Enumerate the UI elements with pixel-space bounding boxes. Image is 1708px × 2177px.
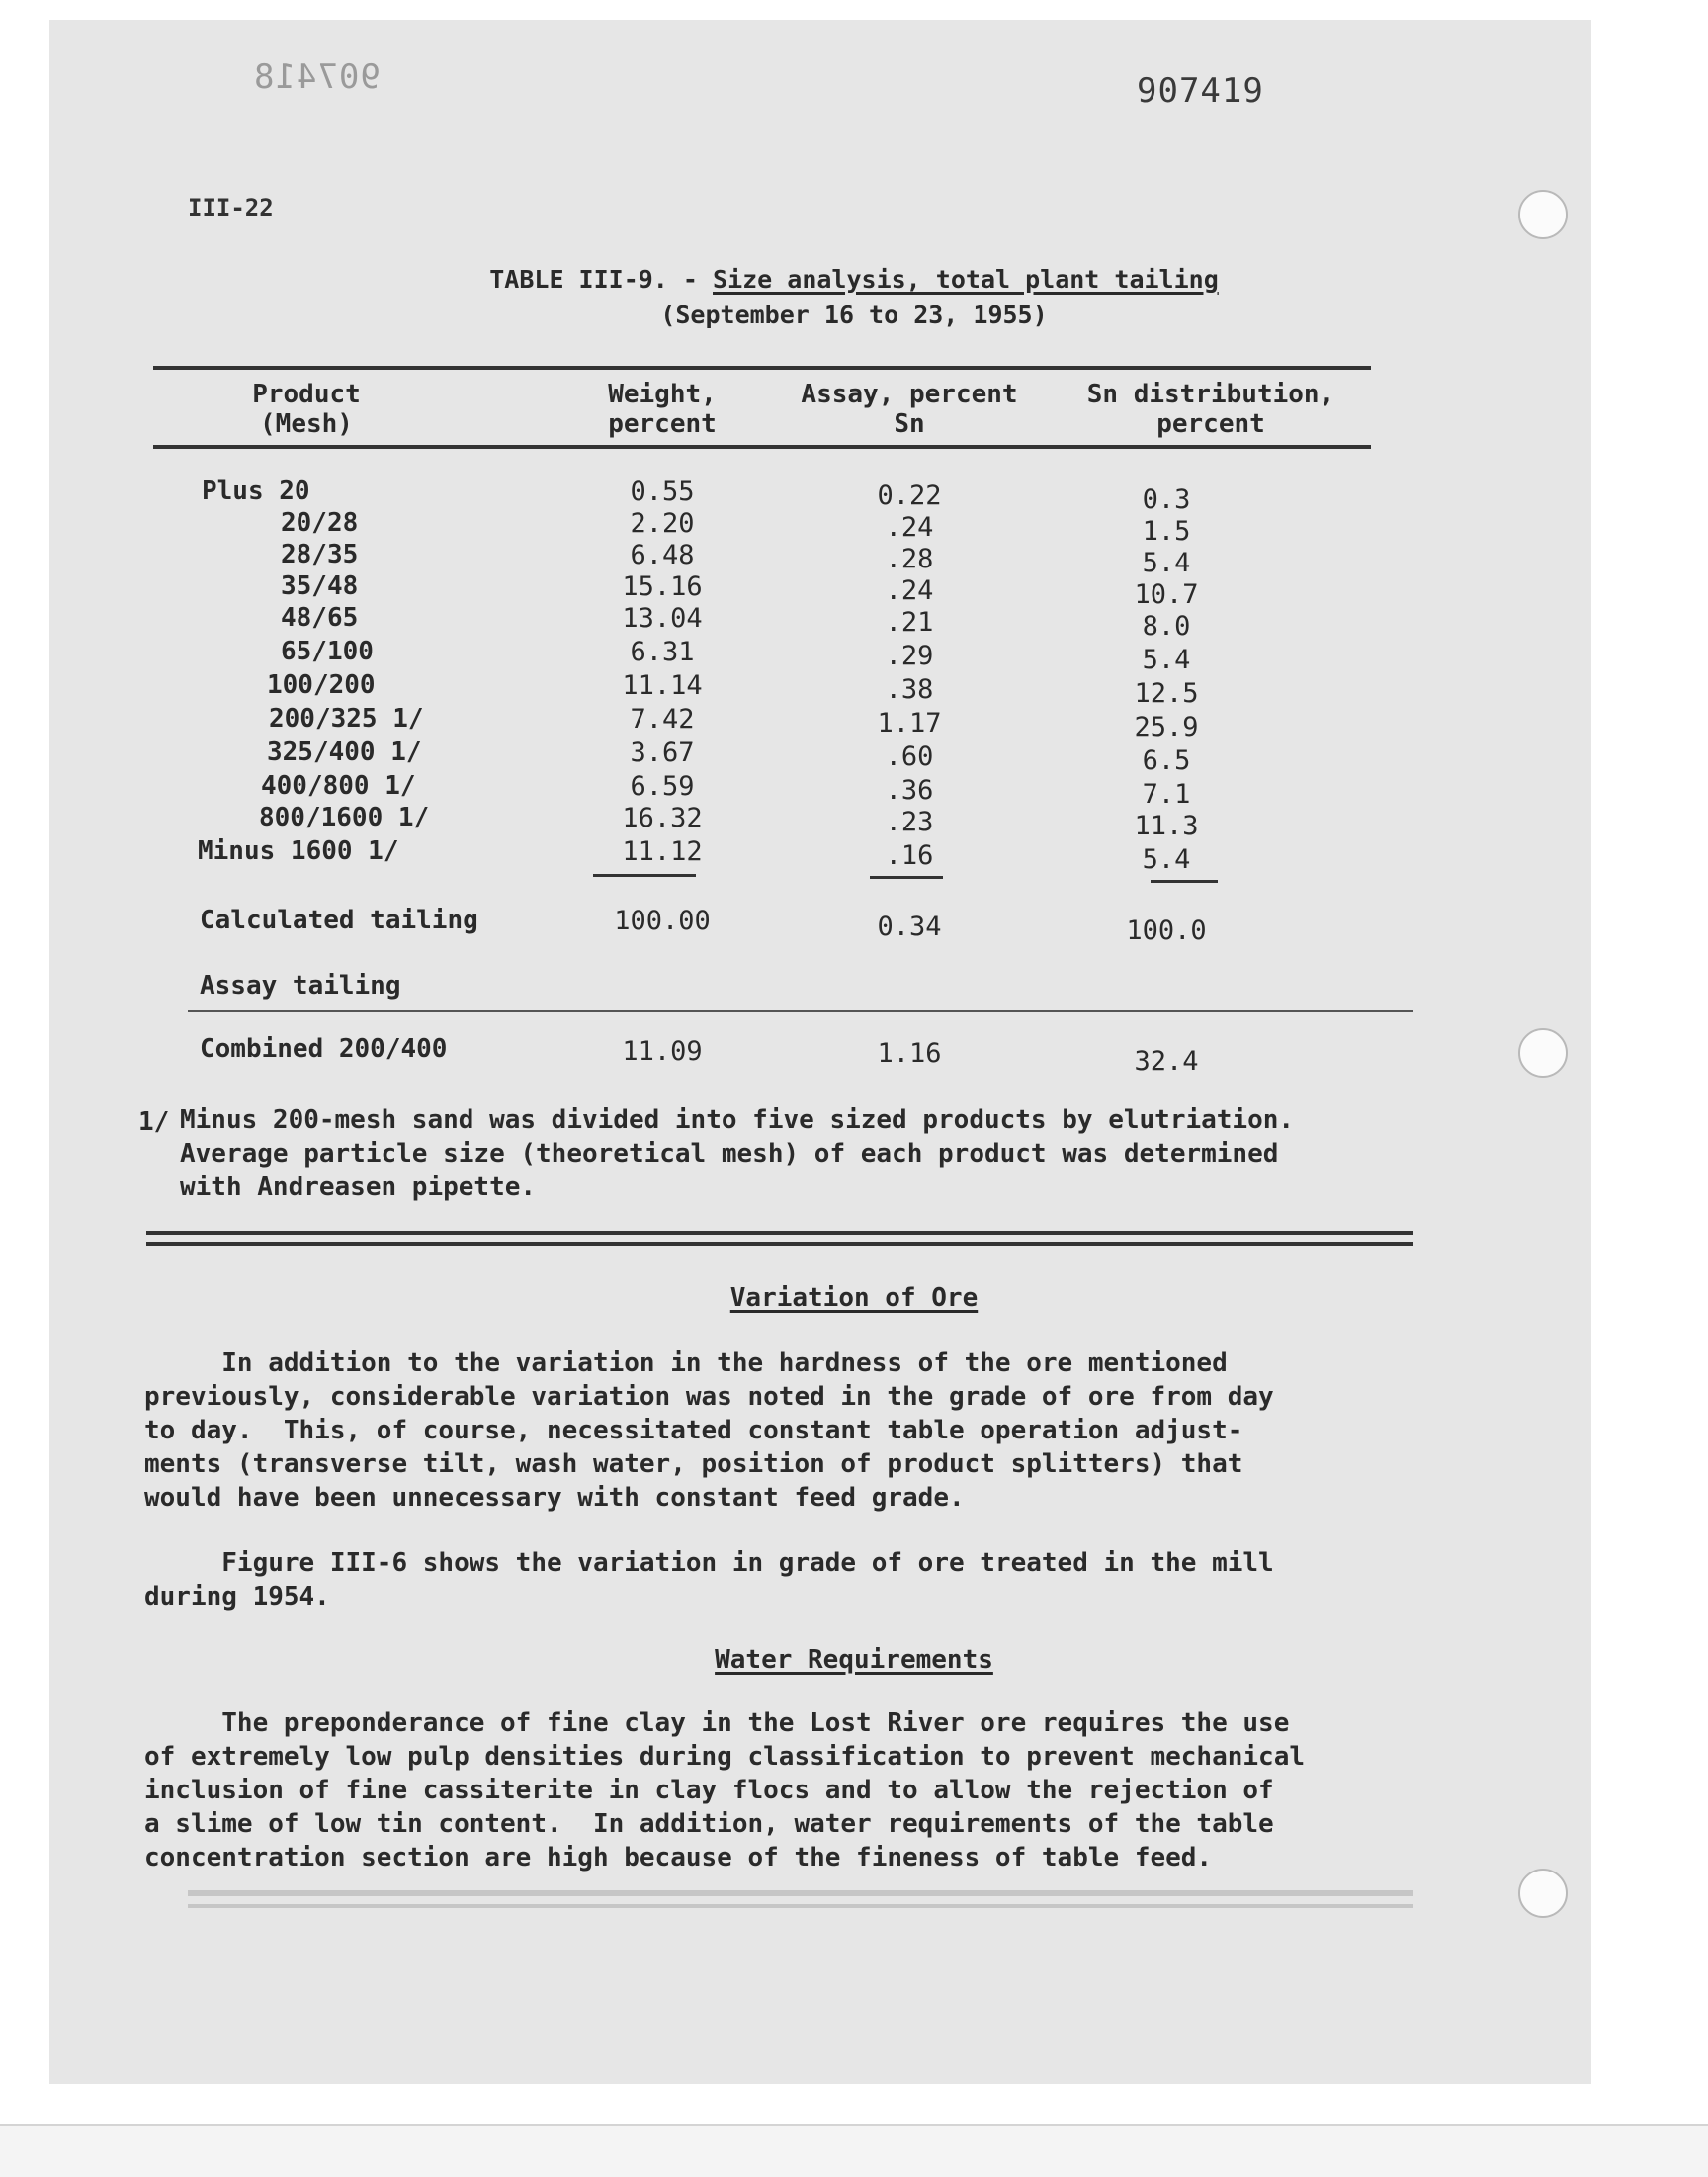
dist-total-underline <box>1151 880 1218 883</box>
combined-weight: 11.09 <box>622 1036 703 1067</box>
punch-hole-middle <box>1518 1028 1568 1078</box>
row-sn-distribution: 5.4 <box>1142 844 1191 875</box>
table-subtitle: (September 16 to 23, 1955) <box>660 301 1048 329</box>
calculated-tailing-label: Calculated tailing <box>200 906 478 935</box>
row-product: 325/400 1/ <box>267 738 422 767</box>
column-header-weight: Weight, percent <box>608 380 717 439</box>
row-product: 65/100 <box>281 637 374 666</box>
scanner-bottom-margin <box>0 2124 1708 2177</box>
calculated-weight: 100.00 <box>614 906 711 936</box>
row-product: 28/35 <box>281 540 359 569</box>
row-product: 48/65 <box>281 603 359 633</box>
row-sn-distribution: 7.1 <box>1142 779 1191 810</box>
bottom-rule-second <box>188 1904 1413 1908</box>
bottom-rule <box>188 1890 1413 1896</box>
row-product: 35/48 <box>281 571 359 601</box>
section-heading-variation-of-ore: Variation of Ore <box>729 1283 979 1313</box>
assay-tailing-rule <box>188 1010 1413 1012</box>
row-weight: 3.67 <box>630 738 695 768</box>
assay-tailing-label: Assay tailing <box>200 971 401 1001</box>
table-title-prefix: TABLE III-9. - <box>489 265 714 294</box>
combined-sn-distribution: 32.4 <box>1134 1046 1199 1077</box>
footnote-marker: 1/ <box>138 1107 170 1137</box>
row-product: 100/200 <box>267 670 376 700</box>
row-sn-distribution: 8.0 <box>1142 611 1191 642</box>
row-assay: 0.22 <box>877 480 942 511</box>
row-product: Minus 1600 1/ <box>198 836 399 866</box>
punch-hole-bottom <box>1518 1869 1568 1918</box>
row-weight: 2.20 <box>630 508 695 539</box>
assay-total-underline <box>870 876 943 879</box>
row-product: Plus 20 <box>202 477 310 506</box>
section-double-rule-bottom <box>146 1242 1413 1246</box>
row-assay: .28 <box>885 544 934 574</box>
paragraph-figure-reference: Figure III-6 shows the variation in grade of ore treated in the mill during 1954. <box>144 1548 1274 1611</box>
punch-hole-top <box>1518 190 1568 239</box>
row-weight: 15.16 <box>622 571 703 602</box>
row-sn-distribution: 10.7 <box>1134 579 1199 610</box>
row-assay: .16 <box>885 840 934 871</box>
row-product: 800/1600 1/ <box>259 803 430 832</box>
row-assay: .23 <box>885 807 934 837</box>
row-sn-distribution: 11.3 <box>1134 811 1199 841</box>
row-weight: 11.12 <box>622 836 703 867</box>
row-assay: .24 <box>885 575 934 606</box>
row-weight: 16.32 <box>622 803 703 833</box>
row-assay: .36 <box>885 775 934 806</box>
row-assay: .38 <box>885 674 934 705</box>
combined-assay: 1.16 <box>877 1038 942 1069</box>
page-reference: III-22 <box>188 194 274 221</box>
row-assay: .29 <box>885 641 934 671</box>
row-weight: 6.31 <box>630 637 695 667</box>
table-title-main: Size analysis, total plant tailing <box>713 265 1219 294</box>
row-product: 400/800 1/ <box>261 771 416 801</box>
column-header-assay: Assay, percent Sn <box>801 380 1018 439</box>
row-sn-distribution: 1.5 <box>1142 516 1191 547</box>
row-product: 20/28 <box>281 508 359 538</box>
row-weight: 11.14 <box>622 670 703 701</box>
table-header-rule <box>153 445 1371 449</box>
document-number: 907419 <box>1137 71 1264 111</box>
paragraph-ore-variation: In addition to the variation in the hardness of the ore mentioned previously, considerable variation was noted in the grade of ore from day to day. This, of course, necessitated constant table operation adjust- ments (transverse tilt, wash water, position of product splitters) that would have been unnecessary with constant feed grade. <box>144 1349 1274 1513</box>
row-sn-distribution: 5.4 <box>1142 645 1191 675</box>
row-weight: 6.48 <box>630 540 695 570</box>
row-product: 200/325 1/ <box>269 704 424 734</box>
table-title <box>0 263 1708 297</box>
bleed-through-doc-number: 907418 <box>253 57 381 97</box>
combined-label: Combined 200/400 <box>200 1034 448 1064</box>
column-header-product: Product (Mesh) <box>252 380 361 439</box>
row-assay: .60 <box>885 741 934 772</box>
section-double-rule-top <box>146 1231 1413 1235</box>
row-weight: 0.55 <box>630 477 695 507</box>
row-assay: 1.17 <box>877 708 942 739</box>
row-sn-distribution: 25.9 <box>1134 712 1199 742</box>
row-sn-distribution: 5.4 <box>1142 548 1191 578</box>
calculated-assay: 0.34 <box>877 912 942 942</box>
section-heading-water-requirements: Water Requirements <box>715 1645 993 1675</box>
column-header-sn-distribution: Sn distribution, percent <box>1086 380 1335 439</box>
row-sn-distribution: 6.5 <box>1142 745 1191 776</box>
row-assay: .24 <box>885 512 934 543</box>
calculated-sn-distribution: 100.0 <box>1126 915 1207 946</box>
row-assay: .21 <box>885 607 934 638</box>
row-sn-distribution: 0.3 <box>1142 484 1191 515</box>
weight-total-underline <box>593 874 696 877</box>
row-sn-distribution: 12.5 <box>1134 678 1199 709</box>
row-weight: 13.04 <box>622 603 703 634</box>
paragraph-water-requirements: The preponderance of fine clay in the Lost River ore requires the use of extremely low pulp densities during classification to prevent mechanical inclusion of fine cassiterite in clay flocs and to allow the rejection of a slime of low tin content. In addition, water requirements of the table concentration section are high because of the fineness of table feed. <box>144 1708 1305 1872</box>
table-footnote: Minus 200-mesh sand was divided into five sized products by elutriation. Average particle size (theoretical mesh) of each product was determined with Andreasen pipette. <box>180 1105 1295 1202</box>
row-weight: 6.59 <box>630 771 695 802</box>
table-top-rule <box>153 366 1371 370</box>
row-weight: 7.42 <box>630 704 695 735</box>
